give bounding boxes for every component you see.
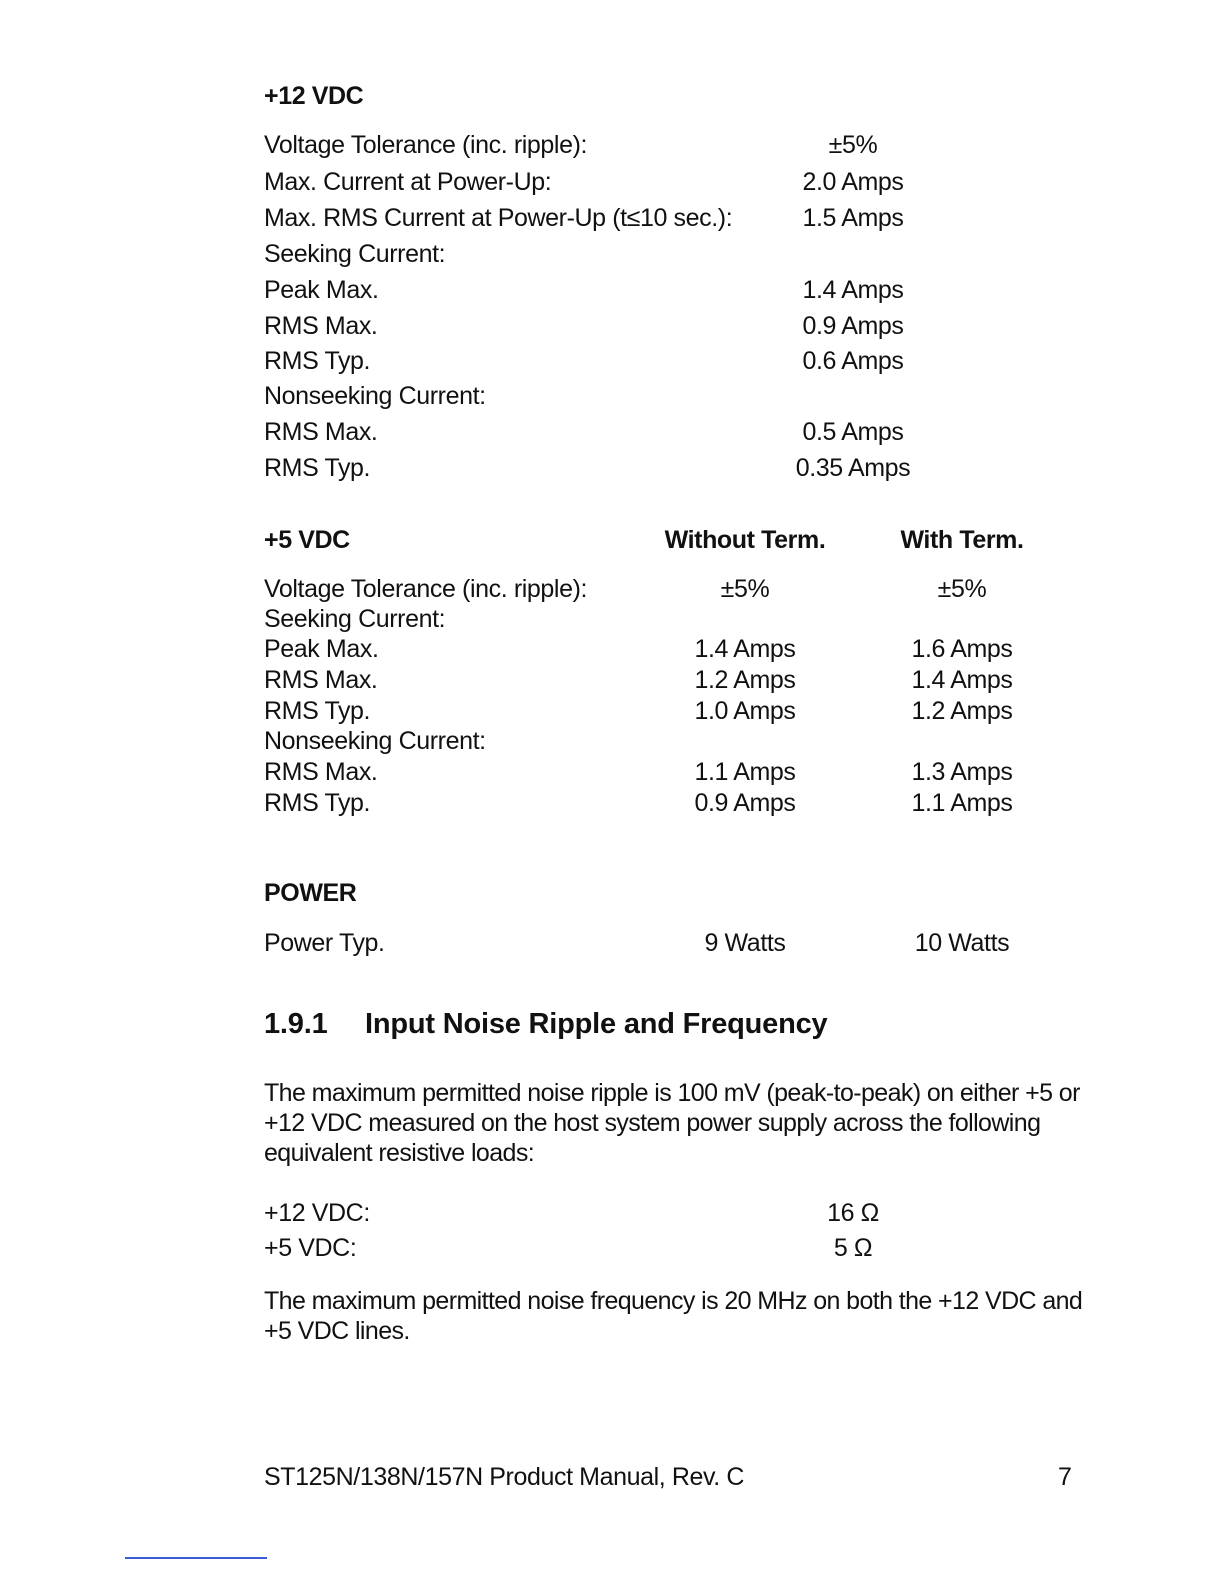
row-value-without: 1.2 Amps: [694, 666, 796, 694]
row-label: Max. RMS Current at Power-Up (t≤10 sec.):: [264, 204, 733, 232]
row-value-without: ±5%: [720, 575, 770, 603]
page-number: 7: [1058, 1463, 1072, 1491]
row-value-with: 1.2 Amps: [911, 697, 1013, 725]
noise-ripple-paragraph: The maximum permitted noise ripple is 100 mV (peak-to-peak) on either +5 or +12 VDC measured on the host system power supply across the following equivalent resistive loads:: [264, 1079, 1080, 1167]
row-value-with: 1.1 Amps: [911, 789, 1013, 817]
section-title: Input Noise Ripple and Frequency: [365, 1008, 828, 1040]
row-value: 1.5 Amps: [802, 204, 904, 232]
row-label: RMS Typ.: [264, 789, 371, 817]
row-value: ±5%: [828, 131, 878, 159]
section-number: 1.9.1: [264, 1008, 328, 1040]
row-label: RMS Max.: [264, 666, 378, 694]
load-value: 5 Ω: [833, 1234, 873, 1262]
row-label: RMS Typ.: [264, 697, 371, 725]
column-header-with-term: With Term.: [900, 526, 1024, 554]
row-label: Voltage Tolerance (inc. ripple):: [264, 131, 588, 159]
row-value: 0.6 Amps: [802, 347, 904, 375]
footer-manual-title: ST125N/138N/157N Product Manual, Rev. C: [264, 1463, 745, 1491]
row-value: 0.5 Amps: [802, 418, 904, 446]
row-value-without: 0.9 Amps: [694, 789, 796, 817]
power-typ-without: 9 Watts: [704, 929, 786, 957]
row-value-with: 1.4 Amps: [911, 666, 1013, 694]
power-typ-with: 10 Watts: [914, 929, 1010, 957]
row-value-with: 1.3 Amps: [911, 758, 1013, 786]
row-label: RMS Max.: [264, 312, 378, 340]
row-label: Nonseeking Current:: [264, 727, 486, 755]
row-label: RMS Typ.: [264, 454, 371, 482]
row-label: RMS Max.: [264, 758, 378, 786]
power-typ-label: Power Typ.: [264, 929, 385, 957]
row-label: RMS Typ.: [264, 347, 371, 375]
row-label: Voltage Tolerance (inc. ripple):: [264, 575, 588, 603]
load-label: +12 VDC:: [264, 1199, 370, 1227]
section-power-title: POWER: [264, 879, 357, 907]
row-value-with: 1.6 Amps: [911, 635, 1013, 663]
row-label: RMS Max.: [264, 418, 378, 446]
load-label: +5 VDC:: [264, 1234, 357, 1262]
row-label: Nonseeking Current:: [264, 382, 486, 410]
row-value-without: 1.1 Amps: [694, 758, 796, 786]
row-label: Peak Max.: [264, 276, 379, 304]
row-value: 0.35 Amps: [795, 454, 911, 482]
section-5v-title: +5 VDC: [264, 526, 350, 554]
column-header-without-term: Without Term.: [664, 526, 826, 554]
row-value-without: 1.4 Amps: [694, 635, 796, 663]
row-value-without: 1.0 Amps: [694, 697, 796, 725]
noise-frequency-paragraph: The maximum permitted noise frequency is 20 MHz on both the +12 VDC and +5 VDC lines.: [264, 1287, 1083, 1345]
row-label: Seeking Current:: [264, 605, 446, 633]
row-value: 0.9 Amps: [802, 312, 904, 340]
row-label: Peak Max.: [264, 635, 379, 663]
scan-mark: [125, 1557, 267, 1559]
row-label: Max. Current at Power-Up:: [264, 168, 552, 196]
section-191-heading: [264, 1008, 828, 1041]
section-12v-title: +12 VDC: [264, 82, 364, 110]
row-value-with: ±5%: [937, 575, 987, 603]
row-label: Seeking Current:: [264, 240, 446, 268]
row-value: 2.0 Amps: [802, 168, 904, 196]
load-value: 16 Ω: [827, 1199, 879, 1227]
row-value: 1.4 Amps: [802, 276, 904, 304]
